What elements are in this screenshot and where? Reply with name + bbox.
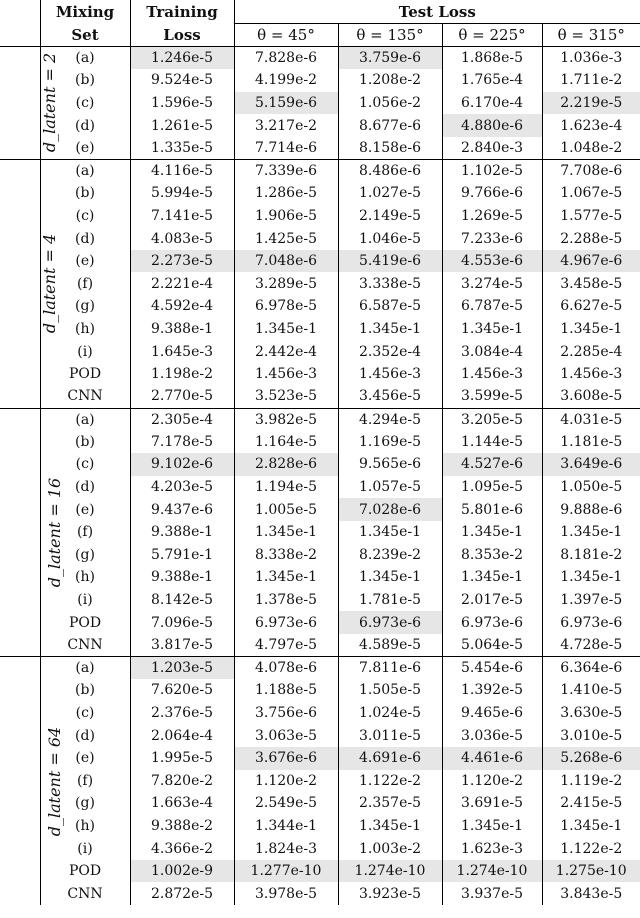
test-loss-cell: 4.589e-5 [338, 634, 442, 657]
test-loss-cell: 6.973e-6 [234, 611, 338, 634]
test-loss-cell: 2.549e-5 [234, 792, 338, 815]
training-loss-cell: 5.791e-1 [130, 544, 234, 567]
test-loss-cell: 1.345e-1 [442, 521, 542, 544]
test-loss-cell: 1.345e-1 [442, 318, 542, 341]
latent-dim-label-text: d_latent = 64 [45, 726, 65, 836]
training-loss-cell: 1.246e-5 [130, 47, 234, 70]
table-row [0, 205, 640, 228]
test-loss-cell: 5.419e-6 [338, 250, 442, 273]
test-loss-cell: 6.587e-5 [338, 295, 442, 318]
test-loss-cell: 1.345e-1 [560, 524, 623, 541]
test-loss-cell: 3.456e-5 [338, 385, 442, 408]
test-loss-cell: 1.181e-5 [560, 433, 623, 450]
test-loss-cell: 7.708e-6 [542, 159, 640, 182]
mixing-set-cell: (d) [40, 476, 130, 499]
test-loss-cell: 1.277e-10 [234, 860, 338, 883]
test-loss-cell: 7.048e-6 [234, 250, 338, 273]
test-loss-cell: 3.756e-6 [234, 702, 338, 725]
test-loss-cell: 3.084e-4 [442, 340, 542, 363]
training-loss-cell: 9.437e-6 [130, 498, 234, 521]
table-row [0, 431, 640, 454]
training-loss-cell: 7.178e-5 [130, 431, 234, 454]
training-loss-cell: 2.064e-4 [130, 724, 234, 747]
training-loss-cell: 2.273e-5 [130, 250, 234, 273]
mixing-set-header-line1: Mixing [40, 0, 130, 24]
table-row [0, 815, 640, 838]
test-loss-cell: 3.010e-5 [560, 727, 623, 744]
test-loss-cell: 4.553e-6 [442, 250, 542, 273]
test-loss-cell: 1.711e-2 [560, 72, 623, 89]
latent-dim-group-label [0, 657, 65, 906]
test-loss-cell: 1.027e-5 [338, 182, 442, 205]
mixing-set-cell: (f) [40, 521, 130, 544]
table-row [0, 521, 640, 544]
test-loss-cell: 4.967e-6 [542, 250, 640, 273]
test-loss-cell: 4.078e-6 [234, 657, 338, 680]
test-loss-cell: 7.028e-6 [338, 498, 442, 521]
test-loss-cell: 6.973e-6 [338, 611, 442, 634]
test-loss-cell: 3.978e-5 [234, 882, 338, 905]
test-loss-cell: 1.120e-2 [442, 770, 542, 793]
test-loss-cell: 1.868e-5 [442, 47, 542, 70]
test-loss-cell: 5.268e-6 [542, 747, 640, 770]
mixing-set-cell: (e) [40, 137, 130, 160]
training-loss-cell: 1.663e-4 [130, 792, 234, 815]
test-loss-cell: 9.565e-6 [338, 453, 442, 476]
group-header-blank-2 [0, 24, 40, 47]
table-row [0, 544, 640, 567]
test-loss-cell: 3.063e-5 [234, 724, 338, 747]
test-loss-cell: 6.978e-5 [234, 295, 338, 318]
table-row [0, 227, 640, 250]
table-row [0, 137, 640, 160]
test-loss-cell: 1.392e-5 [442, 679, 542, 702]
test-loss-cell: 4.728e-5 [560, 636, 623, 653]
training-loss-header-line2: Loss [130, 24, 234, 47]
test-loss-cell: 1.119e-2 [560, 772, 623, 789]
test-loss-cell: 5.159e-6 [234, 92, 338, 115]
test-loss-cell: 3.599e-5 [442, 385, 542, 408]
training-loss-cell: 4.592e-4 [130, 295, 234, 318]
test-loss-cell: 1.122e-2 [338, 770, 442, 793]
mixing-set-cell: (a) [40, 159, 130, 182]
test-loss-cell: 1.378e-5 [234, 589, 338, 612]
training-loss-header-line1: Training [130, 0, 234, 24]
test-loss-cell: 1.208e-2 [338, 69, 442, 92]
mixing-set-cell: (h) [40, 318, 130, 341]
training-loss-cell: 2.770e-5 [130, 385, 234, 408]
training-loss-cell: 3.817e-5 [130, 634, 234, 657]
test-loss-cell: 1.345e-1 [234, 566, 338, 589]
training-loss-cell: 9.524e-5 [130, 69, 234, 92]
mixing-set-cell: (g) [40, 792, 130, 815]
test-loss-cell: 1.164e-5 [234, 431, 338, 454]
test-loss-cell: 1.345e-1 [338, 521, 442, 544]
test-loss-cell: 3.608e-5 [560, 388, 623, 405]
test-loss-cell: 3.458e-5 [560, 275, 623, 292]
test-loss-cell: 2.017e-5 [442, 589, 542, 612]
training-loss-cell: 1.335e-5 [130, 137, 234, 160]
table-row [0, 363, 640, 386]
training-loss-cell: 4.203e-5 [130, 476, 234, 499]
theta-45-header: θ = 45° [234, 24, 338, 47]
test-loss-cell: 1.275e-10 [542, 860, 640, 883]
test-loss-cell: 1.577e-5 [560, 207, 623, 224]
test-loss-cell: 1.345e-1 [338, 318, 442, 341]
test-loss-cell: 1.057e-5 [338, 476, 442, 499]
test-loss-cell: 1.824e-3 [234, 837, 338, 860]
training-loss-cell: 1.002e-9 [130, 860, 234, 883]
table-row [0, 882, 640, 905]
test-loss-cell: 8.353e-2 [442, 544, 542, 567]
test-loss-cell: 2.840e-3 [442, 137, 542, 160]
test-loss-cell: 3.923e-5 [338, 882, 442, 905]
training-loss-cell: 4.083e-5 [130, 227, 234, 250]
training-loss-cell: 9.388e-2 [130, 815, 234, 838]
test-loss-cell: 1.345e-1 [560, 569, 623, 586]
test-loss-cell: 1.024e-5 [338, 702, 442, 725]
mixing-set-cell: (g) [40, 295, 130, 318]
test-loss-cell: 3.649e-6 [542, 453, 640, 476]
table-row [0, 611, 640, 634]
test-loss-cell: 3.338e-5 [338, 272, 442, 295]
test-loss-cell: 3.843e-5 [560, 885, 623, 902]
test-loss-cell: 1.286e-5 [234, 182, 338, 205]
mixing-set-cell: (d) [40, 114, 130, 137]
test-loss-cell: 6.787e-5 [442, 295, 542, 318]
mixing-set-cell: (a) [40, 47, 130, 70]
test-loss-cell: 7.714e-6 [234, 137, 338, 160]
test-loss-cell: 2.442e-4 [234, 340, 338, 363]
training-loss-cell: 9.388e-1 [130, 521, 234, 544]
mixing-set-cell: CNN [40, 634, 130, 657]
test-loss-cell: 6.973e-6 [442, 611, 542, 634]
mixing-set-cell: (a) [40, 408, 130, 431]
test-loss-cell: 4.199e-2 [234, 69, 338, 92]
test-loss-cell: 6.170e-4 [442, 92, 542, 115]
test-loss-cell: 1.345e-1 [338, 815, 442, 838]
table-row [0, 453, 640, 476]
test-loss-cell: 1.169e-5 [338, 431, 442, 454]
test-loss-cell: 1.036e-3 [542, 47, 640, 70]
table-row [0, 340, 640, 363]
table-row [0, 318, 640, 341]
test-loss-cell: 6.973e-6 [560, 614, 623, 631]
mixing-set-cell: (e) [40, 250, 130, 273]
test-loss-cell: 3.937e-5 [442, 882, 542, 905]
test-loss-cell: 1.410e-5 [560, 682, 623, 699]
mixing-set-cell: (c) [40, 453, 130, 476]
table-row [0, 408, 640, 431]
test-loss-cell: 3.759e-6 [338, 47, 442, 70]
mixing-set-cell: (e) [40, 747, 130, 770]
test-loss-cell: 1.122e-2 [560, 840, 623, 857]
table-row [0, 747, 640, 770]
mixing-set-cell: (b) [40, 69, 130, 92]
test-loss-cell: 3.691e-5 [442, 792, 542, 815]
table-row [0, 47, 640, 70]
theta-135-header: θ = 135° [338, 24, 442, 47]
test-loss-cell: 1.345e-1 [442, 566, 542, 589]
table-row [0, 634, 640, 657]
test-loss-cell: 1.005e-5 [234, 498, 338, 521]
mixing-set-cell: POD [40, 363, 130, 386]
mixing-set-cell: CNN [40, 882, 130, 905]
latent-dim-label-text: d_latent = 16 [45, 477, 65, 587]
test-loss-cell: 3.982e-5 [234, 408, 338, 431]
test-loss-cell: 9.465e-6 [442, 702, 542, 725]
test-loss-cell: 5.801e-6 [442, 498, 542, 521]
mixing-set-cell: (d) [40, 227, 130, 250]
table-row [0, 679, 640, 702]
test-loss-cell: 5.064e-5 [442, 634, 542, 657]
test-loss-cell: 8.239e-2 [338, 544, 442, 567]
mixing-set-cell: (b) [40, 182, 130, 205]
table-row [0, 566, 640, 589]
test-loss-header: Test Loss [398, 3, 476, 21]
test-loss-cell: 1.456e-3 [234, 363, 338, 386]
header-row-1 [0, 0, 640, 24]
test-loss-cell: 4.527e-6 [442, 453, 542, 476]
test-loss-cell: 1.505e-5 [338, 679, 442, 702]
mixing-set-cell: (f) [40, 272, 130, 295]
test-loss-cell: 4.880e-6 [442, 114, 542, 137]
header-row-2 [0, 24, 640, 47]
test-loss-cell: 3.217e-2 [234, 114, 338, 137]
test-loss-cell: 2.288e-5 [560, 230, 623, 247]
test-loss-cell: 1.274e-10 [338, 860, 442, 883]
test-loss-cell: 1.397e-5 [560, 592, 623, 609]
test-loss-cell: 1.120e-2 [234, 770, 338, 793]
table-row [0, 159, 640, 182]
test-loss-cell: 3.676e-6 [234, 747, 338, 770]
test-loss-cell: 1.056e-2 [338, 92, 442, 115]
test-loss-cell: 1.274e-10 [442, 860, 542, 883]
training-loss-cell: 7.620e-5 [130, 679, 234, 702]
test-loss-cell: 8.486e-6 [338, 159, 442, 182]
latent-dim-group-label [0, 408, 65, 657]
mixing-set-cell: CNN [40, 385, 130, 408]
test-loss-cell: 2.352e-4 [338, 340, 442, 363]
test-loss-cell: 1.102e-5 [442, 159, 542, 182]
mixing-set-cell: (f) [40, 770, 130, 793]
test-loss-cell: 2.149e-5 [338, 205, 442, 228]
table-row [0, 860, 640, 883]
test-loss-cell: 7.811e-6 [338, 657, 442, 680]
test-loss-cell: 3.011e-5 [338, 724, 442, 747]
table-row [0, 92, 640, 115]
test-loss-cell: 1.067e-5 [560, 185, 623, 202]
table-row [0, 182, 640, 205]
training-loss-cell: 4.366e-2 [130, 837, 234, 860]
test-loss-cell: 1.345e-1 [234, 521, 338, 544]
training-loss-cell: 1.596e-5 [130, 92, 234, 115]
table-body [0, 47, 640, 906]
training-loss-cell: 8.142e-5 [130, 589, 234, 612]
training-loss-cell: 4.116e-5 [130, 159, 234, 182]
training-loss-cell: 2.221e-4 [130, 272, 234, 295]
training-loss-cell: 2.376e-5 [130, 702, 234, 725]
test-loss-cell: 6.364e-6 [542, 657, 640, 680]
table-row [0, 295, 640, 318]
test-loss-cell: 3.036e-5 [442, 724, 542, 747]
training-loss-cell: 1.995e-5 [130, 747, 234, 770]
group-header-blank [0, 0, 40, 24]
training-loss-cell: 9.102e-6 [130, 453, 234, 476]
training-loss-cell: 9.388e-1 [130, 566, 234, 589]
test-loss-cell: 8.158e-6 [338, 137, 442, 160]
table-row [0, 114, 640, 137]
training-loss-cell: 1.203e-5 [130, 657, 234, 680]
training-loss-cell: 7.096e-5 [130, 611, 234, 634]
table-row [0, 385, 640, 408]
training-loss-cell: 1.198e-2 [130, 363, 234, 386]
test-loss-cell: 7.233e-6 [442, 227, 542, 250]
table-row [0, 250, 640, 273]
mixing-set-header-line2: Set [40, 24, 130, 47]
test-loss-cell: 6.627e-5 [560, 298, 623, 315]
test-loss-cell: 9.766e-6 [442, 182, 542, 205]
test-loss-cell: 4.461e-6 [442, 747, 542, 770]
test-loss-cell: 1.194e-5 [234, 476, 338, 499]
mixing-set-cell: (c) [40, 92, 130, 115]
mixing-set-cell: (b) [40, 679, 130, 702]
test-loss-cell: 2.357e-5 [338, 792, 442, 815]
test-loss-cell: 7.339e-6 [234, 159, 338, 182]
training-loss-cell: 1.645e-3 [130, 340, 234, 363]
test-loss-cell: 1.188e-5 [234, 679, 338, 702]
test-loss-cell: 1.456e-3 [442, 363, 542, 386]
mixing-set-cell: (c) [40, 205, 130, 228]
test-loss-cell: 1.345e-1 [442, 815, 542, 838]
test-loss-cell: 8.181e-2 [560, 546, 623, 563]
test-loss-cell: 1.781e-5 [338, 589, 442, 612]
test-loss-cell: 3.274e-5 [442, 272, 542, 295]
training-loss-cell: 7.820e-2 [130, 770, 234, 793]
theta-315-header: θ = 315° [542, 24, 640, 47]
mixing-set-cell: (e) [40, 498, 130, 521]
test-loss-cell: 1.144e-5 [442, 431, 542, 454]
mixing-set-cell: (b) [40, 431, 130, 454]
test-loss-cell: 1.048e-2 [560, 139, 623, 156]
mixing-set-cell: (d) [40, 724, 130, 747]
test-loss-cell: 9.888e-6 [560, 501, 623, 518]
test-loss-cell: 1.344e-1 [234, 815, 338, 838]
test-loss-cell: 4.294e-5 [338, 408, 442, 431]
test-loss-cell: 1.425e-5 [234, 227, 338, 250]
table-row [0, 272, 640, 295]
test-loss-cell: 1.456e-3 [560, 366, 623, 383]
test-loss-cell: 3.289e-5 [234, 272, 338, 295]
test-loss-cell: 3.205e-5 [442, 408, 542, 431]
mixing-set-cell: (h) [40, 815, 130, 838]
training-loss-cell: 2.305e-4 [130, 408, 234, 431]
test-loss-cell: 1.046e-5 [338, 227, 442, 250]
test-loss-cell: 8.338e-2 [234, 544, 338, 567]
mixing-set-cell: (i) [40, 837, 130, 860]
theta-225-header: θ = 225° [442, 24, 542, 47]
mixing-set-cell: (i) [40, 589, 130, 612]
latent-dim-label-text: d_latent = 4 [40, 234, 60, 334]
mixing-set-cell: POD [40, 611, 130, 634]
table-row [0, 770, 640, 793]
table-row [0, 724, 640, 747]
test-loss-cell: 1.269e-5 [442, 205, 542, 228]
training-loss-cell: 5.994e-5 [130, 182, 234, 205]
test-loss-cell: 4.797e-5 [234, 634, 338, 657]
test-loss-cell: 1.345e-1 [338, 566, 442, 589]
test-loss-cell: 1.050e-5 [560, 479, 623, 496]
test-loss-cell: 8.677e-6 [338, 114, 442, 137]
training-loss-cell: 1.261e-5 [130, 114, 234, 137]
table-row [0, 837, 640, 860]
test-loss-cell: 1.623e-3 [442, 837, 542, 860]
test-loss-cell: 2.415e-5 [560, 795, 623, 812]
test-loss-cell: 3.630e-5 [560, 705, 623, 722]
table-row [0, 69, 640, 92]
table-row [0, 702, 640, 725]
table-row [0, 589, 640, 612]
mixing-set-cell: (c) [40, 702, 130, 725]
test-loss-cell: 4.031e-5 [542, 408, 640, 431]
test-loss-cell: 4.691e-6 [338, 747, 442, 770]
test-loss-cell: 7.828e-6 [234, 47, 338, 70]
test-loss-cell: 2.828e-6 [234, 453, 338, 476]
test-loss-cell: 1.003e-2 [338, 837, 442, 860]
test-loss-cell: 1.456e-3 [338, 363, 442, 386]
mixing-set-cell: (h) [40, 566, 130, 589]
latent-dim-group-label [0, 47, 60, 160]
test-loss-cell: 2.285e-4 [560, 343, 623, 360]
test-loss-cell: 3.523e-5 [234, 385, 338, 408]
mixing-set-cell: (g) [40, 544, 130, 567]
table-row [0, 476, 640, 499]
test-loss-cell: 1.906e-5 [234, 205, 338, 228]
test-loss-cell: 1.345e-1 [234, 318, 338, 341]
table-row [0, 792, 640, 815]
test-loss-cell: 1.095e-5 [442, 476, 542, 499]
table-row [0, 498, 640, 521]
mixing-set-cell: (i) [40, 340, 130, 363]
test-loss-cell: 5.454e-6 [442, 657, 542, 680]
test-loss-cell: 1.623e-4 [560, 117, 623, 134]
training-loss-cell: 7.141e-5 [130, 205, 234, 228]
test-loss-cell: 1.345e-1 [560, 817, 623, 834]
mixing-set-cell: POD [40, 860, 130, 883]
test-loss-cell: 1.345e-1 [560, 320, 623, 337]
table-row [0, 657, 640, 680]
latent-dim-label-text: d_latent = 2 [40, 53, 60, 153]
test-loss-cell: 1.765e-4 [442, 69, 542, 92]
mixing-set-cell: (a) [40, 657, 130, 680]
latent-dim-group-label [0, 159, 60, 408]
training-loss-cell: 9.388e-1 [130, 318, 234, 341]
training-loss-cell: 2.872e-5 [130, 882, 234, 905]
test-loss-cell: 2.219e-5 [542, 92, 640, 115]
